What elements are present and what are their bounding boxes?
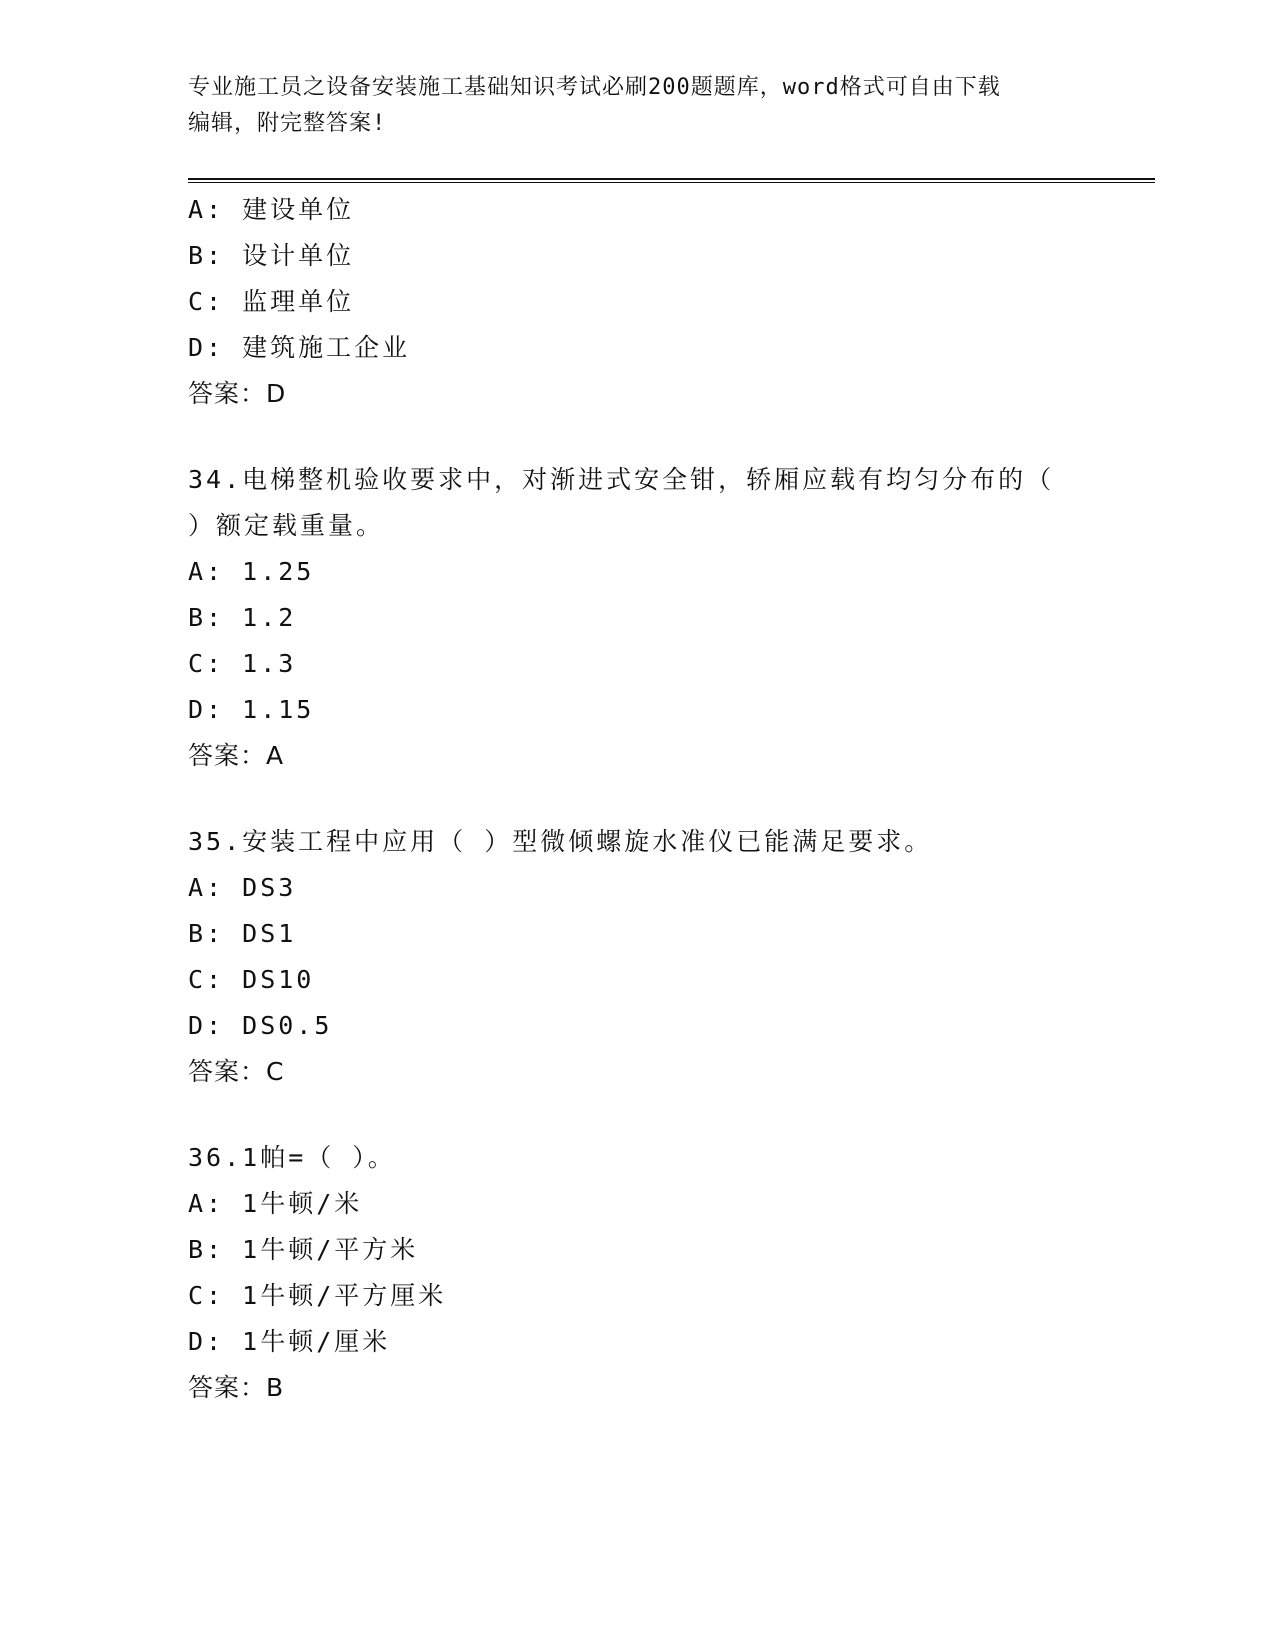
question-list	[188, 187, 1118, 1411]
question-block-33	[188, 187, 1118, 417]
question-block-35	[188, 819, 1118, 1095]
option-d: D: 1.15	[188, 695, 315, 724]
header-title-line-1: 专业施工员之设备安装施工基础知识考试必刷200题题库，word格式可自由下载	[188, 75, 1001, 100]
option-d: D: DS0.5	[188, 1011, 333, 1040]
option-c: C: DS10	[188, 965, 315, 994]
question-text-line-1: 36.1帕=（ ）。	[188, 1143, 396, 1172]
answer-line: 答案：B	[188, 1373, 285, 1402]
answer-line: 答案：D	[188, 379, 287, 408]
option-b: B: 1牛顿/平方米	[188, 1235, 419, 1264]
header-divider	[188, 178, 1155, 183]
option-a: A: 1.25	[188, 557, 315, 586]
header-title-line-2: 编辑，附完整答案!	[188, 111, 387, 136]
option-a: A: 建设单位	[188, 195, 355, 224]
option-b: B: 设计单位	[188, 241, 355, 270]
option-a: A: 1牛顿/米	[188, 1189, 363, 1218]
block-spacer	[188, 1095, 1118, 1135]
option-b: B: DS1	[188, 919, 297, 948]
option-d: D: 建筑施工企业	[188, 333, 411, 362]
option-a: A: DS3	[188, 873, 297, 902]
answer-line: 答案：C	[188, 1057, 285, 1086]
question-block-34	[188, 457, 1118, 779]
document-header	[188, 70, 1088, 142]
question-block-36	[188, 1135, 1118, 1411]
question-text-line-2: ）额定载重量。	[188, 511, 385, 540]
option-b: B: 1.2	[188, 603, 297, 632]
block-spacer	[188, 417, 1118, 457]
block-spacer	[188, 779, 1118, 819]
option-d: D: 1牛顿/厘米	[188, 1327, 391, 1356]
question-text-line-1: 35.安装工程中应用（ ）型微倾螺旋水准仪已能满足要求。	[188, 827, 933, 856]
option-c: C: 1牛顿/平方厘米	[188, 1281, 447, 1310]
option-c: C: 监理单位	[188, 287, 355, 316]
answer-line: 答案：A	[188, 741, 285, 770]
question-text-line-1: 34.电梯整机验收要求中，对渐进式安全钳，轿厢应载有均匀分布的（	[188, 465, 1055, 494]
option-c: C: 1.3	[188, 649, 297, 678]
